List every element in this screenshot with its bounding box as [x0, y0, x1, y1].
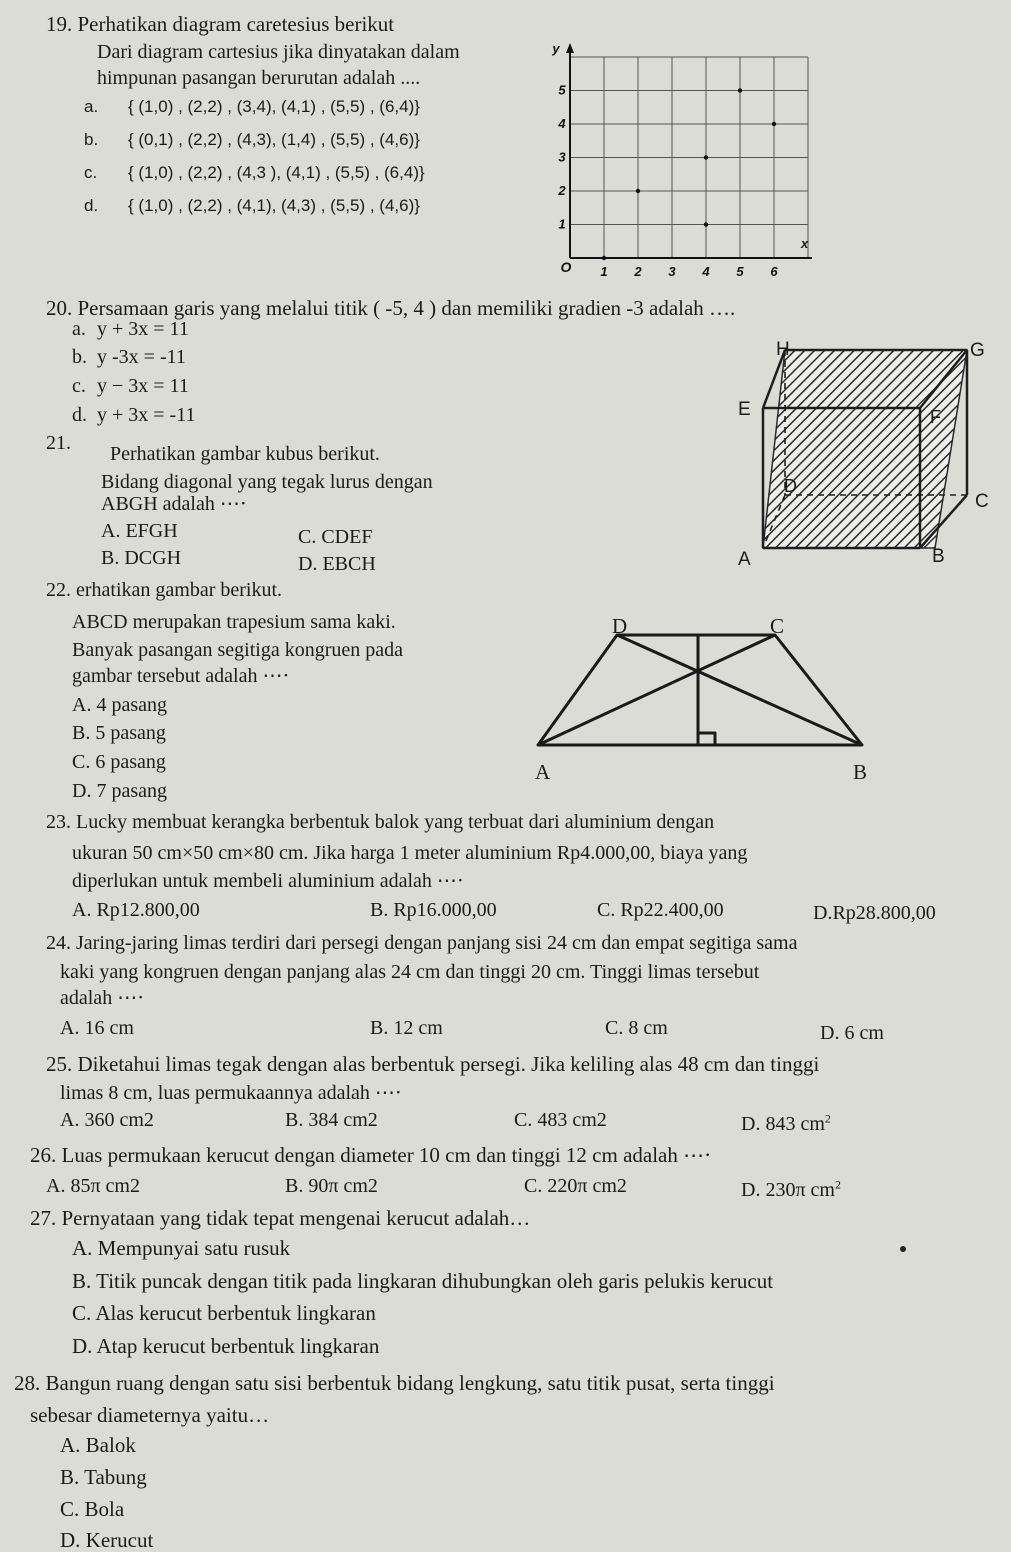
q20-option-d: y + 3x = -11: [97, 404, 196, 426]
q23-line1: 23. Lucky membuat kerangka berbentuk balok yang terbuat dari aluminium dengan: [46, 811, 715, 833]
q20-title: 20. Persamaan garis yang melalui titik ( -5, 4 ) dan memiliki gradien -3 adalah ….: [46, 296, 736, 320]
trap-label-b: B: [853, 760, 868, 784]
q23-line2: ukuran 50 cm×50 cm×80 cm. Jika harga 1 meter aluminium Rp4.000,00, biaya yang: [72, 842, 748, 864]
q28-option-d: D. Kerucut: [60, 1528, 154, 1552]
cube-label-f: F: [930, 407, 941, 427]
q22-option-c: C. 6 pasang: [72, 751, 166, 773]
q21-option-c: C. CDEF: [298, 526, 373, 548]
cube-label-d: D: [784, 476, 797, 496]
cube-label-c: C: [975, 491, 989, 512]
data-point: [772, 122, 776, 126]
cube-label-a: A: [738, 549, 751, 570]
y-tick-label: 4: [558, 116, 566, 131]
trap-label-c: C: [770, 614, 785, 638]
q22-option-b: B. 5 pasang: [72, 722, 166, 744]
data-point: [704, 155, 708, 159]
q22-line1: ABCD merupakan trapesium sama kaki.: [72, 611, 396, 633]
q21-number: 21.: [46, 432, 71, 454]
q19-option-a-label: a.: [84, 97, 99, 116]
q28-option-a: A. Balok: [60, 1433, 136, 1457]
q22-option-a: A. 4 pasang: [72, 694, 167, 716]
q27-line1: 27. Pernyataan yang tidak tepat mengenai kerucut adalah…: [30, 1206, 531, 1230]
q24-line2: kaki yang kongruen dengan panjang alas 24 cm dan tinggi 20 cm. Tinggi limas tersebut: [60, 961, 760, 983]
q25-line2: limas 8 cm, luas permukaannya adalah ⋯⋅: [60, 1082, 402, 1104]
trap-label-a: A: [535, 760, 551, 784]
q27-option-a: A. Mempunyai satu rusuk: [72, 1236, 291, 1260]
q27-option-d: D. Atap kerucut berbentuk lingkaran: [72, 1334, 380, 1358]
bullet-dot: [900, 1246, 906, 1252]
q22-title: 22. erhatikan gambar berikut.: [46, 579, 283, 601]
q20-option-b-label: b.: [72, 346, 87, 368]
q20-option-c-label: c.: [72, 375, 86, 397]
q19-line1: Dari diagram cartesius jika dinyatakan dalam: [97, 41, 460, 63]
y-tick-label: 1: [558, 216, 566, 232]
q24-option-b: B. 12 cm: [370, 1017, 443, 1039]
y-tick-label: 3: [558, 149, 566, 165]
q22-option-d: D. 7 pasang: [72, 780, 167, 802]
abgh-hatched-plane: [763, 350, 967, 548]
origin-label: O: [560, 259, 572, 275]
y-tick-label: 5: [558, 82, 566, 98]
q20-option-a-label: a.: [72, 318, 86, 340]
q28-line2: sebesar diameternya yaitu…: [30, 1403, 270, 1427]
x-tick-label: 1: [600, 264, 608, 279]
q27-option-c: C. Alas kerucut berbentuk lingkaran: [72, 1301, 376, 1325]
q21-option-d: D. EBCH: [298, 553, 376, 575]
q19-option-d-label: d.: [84, 196, 99, 215]
q20-option-d-label: d.: [72, 404, 87, 426]
data-point: [738, 88, 742, 92]
q23-line3: diperlukan untuk membeli aluminium adalah ⋯⋅: [72, 870, 464, 892]
x-axis-label: x: [800, 236, 809, 251]
q25-option-b: B. 384 cm2: [285, 1109, 378, 1131]
q23-option-a: A. Rp12.800,00: [72, 899, 200, 921]
q25-option-a: A. 360 cm2: [60, 1109, 154, 1131]
q26-option-a: A. 85π cm2: [46, 1175, 140, 1197]
q24-option-d: D. 6 cm: [820, 1022, 884, 1044]
q23-option-c: C. Rp22.400,00: [597, 899, 724, 921]
q26-option-d-exponent: 2: [834, 1177, 841, 1192]
q23-option-d: D.Rp28.800,00: [813, 902, 936, 924]
cube-figure: [730, 335, 990, 575]
q26-line1: 26. Luas permukaan kerucut dengan diameter 10 cm dan tinggi 12 cm adalah ⋯⋅: [30, 1143, 712, 1167]
x-tick-label: 5: [736, 264, 744, 279]
q20-option-a: y + 3x = 11: [97, 318, 189, 340]
q19-option-a: { (1,0) , (2,2) , (3,4), (4,1) , (5,5) , (6,4)}: [128, 97, 420, 116]
q26-option-c: C. 220π cm2: [524, 1175, 627, 1197]
cartesian-chart: [530, 41, 830, 290]
q23-option-b: B. Rp16.000,00: [370, 899, 497, 921]
q22-line2: Banyak pasangan segitiga kongruen pada: [72, 639, 404, 661]
q19-line2: himpunan pasangan berurutan adalah ....: [97, 67, 421, 89]
q25-option-d-exponent: 2: [824, 1111, 831, 1126]
q19-option-c-label: c.: [84, 163, 98, 182]
cube-label-g: G: [970, 340, 985, 361]
q20-option-c: y − 3x = 11: [97, 375, 189, 397]
q21-line3: ABGH adalah ⋯⋅: [101, 493, 247, 515]
q20-option-b: y -3x = -11: [97, 346, 186, 368]
q19-title: 19. Perhatikan diagram caretesius berikut: [46, 12, 395, 36]
cube-label-e: E: [738, 399, 751, 420]
data-point: [636, 189, 640, 193]
trap-label-d: D: [612, 614, 628, 638]
x-tick-label: 6: [770, 264, 778, 279]
q19-option-b-label: b.: [84, 130, 99, 149]
q25-line1: 25. Diketahui limas tegak dengan alas berbentuk persegi. Jika keliling alas 48 cm dan tinggi: [46, 1052, 820, 1076]
q19-option-c: { (1,0) , (2,2) , (4,3 ), (4,1) , (5,5) , (6,4)}: [128, 163, 425, 182]
q24-line1: 24. Jaring-jaring limas terdiri dari persegi dengan panjang sisi 24 cm dan empat segitiga sama: [46, 932, 798, 954]
cube-label-h: H: [776, 339, 790, 360]
q19-option-b: { (0,1) , (2,2) , (4,3), (1,4) , (5,5) , (4,6)}: [128, 130, 420, 149]
q19-option-d: { (1,0) , (2,2) , (4,1), (4,3) , (5,5) , (4,6)}: [128, 196, 420, 215]
q21-line2: Bidang diagonal yang tegak lurus dengan: [101, 471, 433, 493]
data-point: [704, 222, 708, 226]
y-axis-label: y: [552, 41, 560, 56]
q28-option-c: C. Bola: [60, 1497, 125, 1521]
q24-line3: adalah ⋯⋅: [60, 987, 145, 1009]
data-point: [602, 256, 606, 260]
q24-option-c: C. 8 cm: [605, 1017, 668, 1039]
x-tick-label: 4: [702, 264, 710, 279]
q25-option-c: C. 483 cm2: [514, 1109, 607, 1131]
cube-label-b: B: [932, 546, 945, 567]
q26-option-b: B. 90π cm2: [285, 1175, 378, 1197]
q22-line3: gambar tersebut adalah ⋯⋅: [72, 665, 290, 687]
x-tick-label: 3: [668, 264, 676, 279]
trapezium-figure: [530, 630, 870, 760]
y-axis-arrow: [566, 43, 574, 53]
q26-option-d: D. 230π $cm^2$: [741, 1177, 841, 1201]
q27-option-b: B. Titik puncak dengan titik pada lingkaran dihubungkan oleh garis pelukis kerucut: [72, 1269, 774, 1293]
q21-line1: Perhatikan gambar kubus berikut.: [110, 443, 380, 465]
y-tick-label: 2: [558, 183, 566, 198]
q28-option-b: B. Tabung: [60, 1465, 147, 1489]
q21-option-b: B. DCGH: [101, 547, 182, 569]
q24-option-a: A. 16 cm: [60, 1017, 134, 1039]
q25-option-d: D. 843 $cm^2$: [741, 1111, 831, 1135]
q21-option-a: A. EFGH: [101, 520, 178, 542]
x-tick-label: 2: [634, 264, 642, 279]
q28-line1: 28. Bangun ruang dengan satu sisi berbentuk bidang lengkung, satu titik pusat, serta tinggi: [14, 1371, 775, 1395]
